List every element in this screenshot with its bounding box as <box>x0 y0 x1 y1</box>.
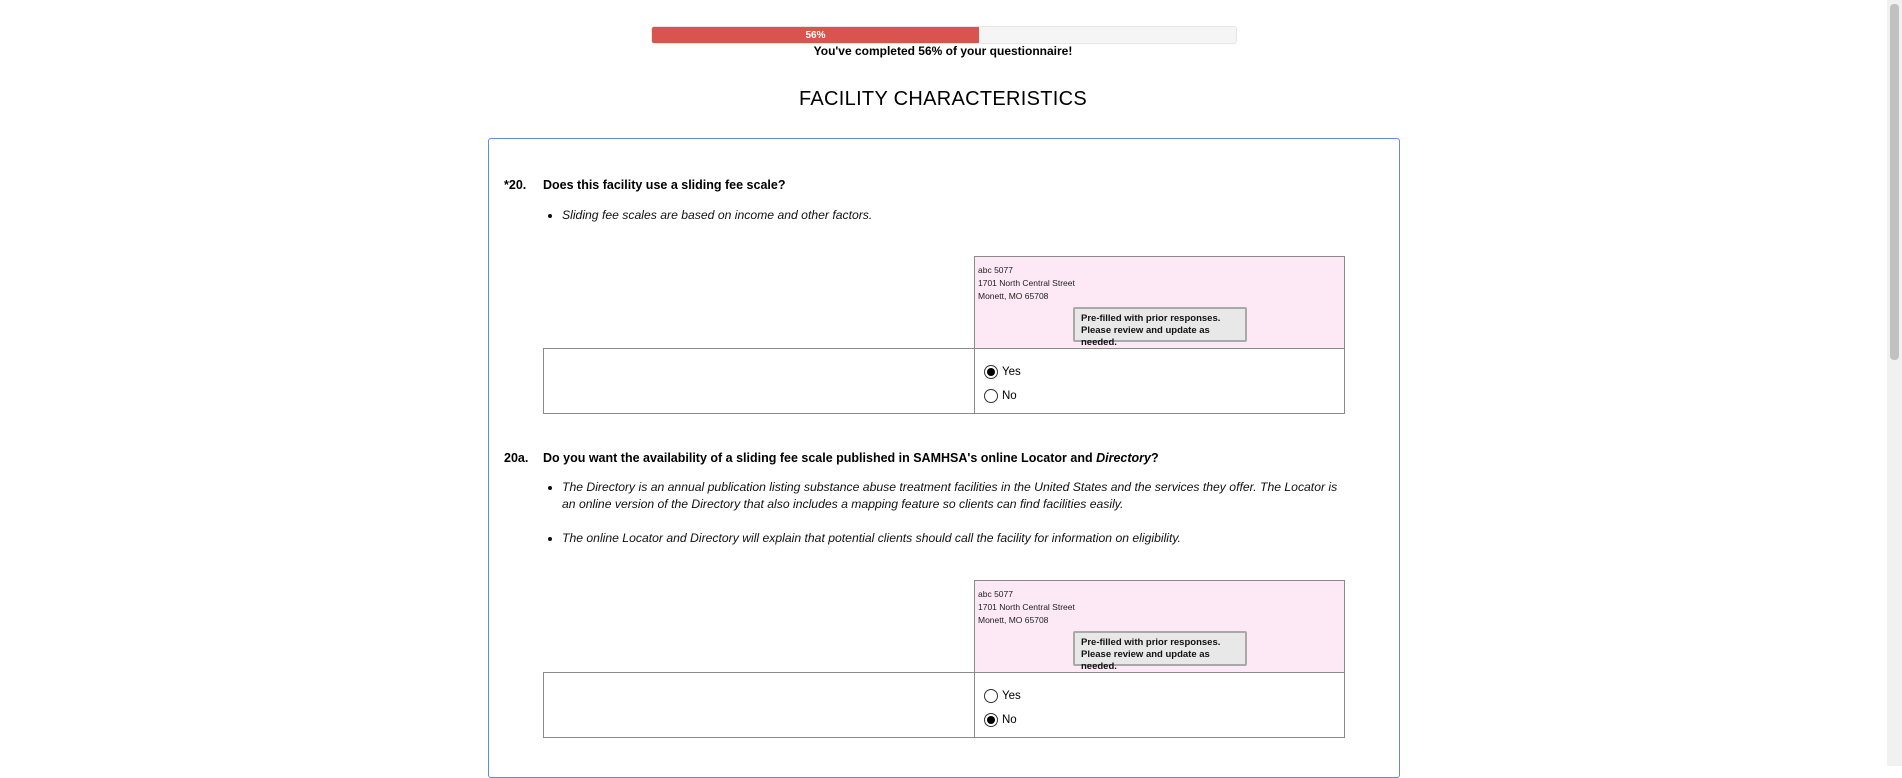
answer-row-20 <box>543 348 1345 414</box>
facility-address <box>978 588 1075 627</box>
progress-message: You've completed 56% of your questionnaire! <box>813 44 1073 58</box>
question-text: Does this facility use a sliding fee scale? <box>543 178 786 192</box>
question-number: *20. <box>504 178 527 192</box>
radio-no[interactable] <box>984 713 998 727</box>
address-line-3: Monett, MO 65708 <box>978 291 1049 301</box>
prefill-notice-line-1: Pre-filled with prior responses. <box>1081 637 1221 648</box>
address-line-2: 1701 North Central Street <box>978 602 1075 612</box>
option-label: No <box>1002 714 1017 726</box>
question-text-part: Do you want the availability of a sliding fee scale published in SAMHSA's online Locator and <box>543 451 1097 465</box>
question-20-notes <box>548 207 1352 224</box>
address-line-3: Monett, MO 65708 <box>978 615 1049 625</box>
vertical-scrollbar[interactable] <box>1887 0 1902 766</box>
option-no[interactable] <box>984 384 1344 408</box>
question-text <box>543 451 1159 465</box>
prefill-notice-line-2: Please review and update as needed. <box>1081 649 1210 672</box>
prefill-box-20 <box>974 256 1345 349</box>
option-yes[interactable] <box>984 360 1344 384</box>
radio-yes[interactable] <box>984 689 998 703</box>
answer-row-20a <box>543 672 1345 738</box>
prefill-box-20a <box>974 580 1345 673</box>
question-number: 20a. <box>504 451 529 465</box>
facility-address <box>978 264 1075 303</box>
prefill-notice <box>1073 631 1247 672</box>
address-line-1: abc 5077 <box>978 589 1013 599</box>
question-20 <box>504 178 785 192</box>
question-20a <box>504 451 1159 465</box>
option-label: No <box>1002 390 1017 402</box>
prefill-notice-line-2: Please review and update as needed. <box>1081 325 1210 348</box>
prefill-notice-line-1: Pre-filled with prior responses. <box>1081 313 1221 324</box>
note-item: • The online Locator and Directory will explain that potential clients should call the facility for information on eligibility. <box>562 530 1352 547</box>
progress-percent: 56% <box>805 29 826 41</box>
progress-fill <box>652 27 979 43</box>
radio-group-20a <box>975 673 1344 737</box>
option-yes[interactable] <box>984 684 1344 708</box>
radio-group-20 <box>975 349 1344 413</box>
prefill-notice <box>1073 307 1247 348</box>
section-title: FACILITY CHARACTERISTICS <box>799 88 1087 110</box>
option-label: Yes <box>1002 366 1021 378</box>
address-line-2: 1701 North Central Street <box>978 278 1075 288</box>
question-20a-notes <box>548 479 1352 547</box>
note-item: • The Directory is an annual publication listing substance abuse treatment facilities in the United States and the services they offer. The Locator is an online version of the Directory that also includes a mapping feature so clients can find facilities easily. <box>562 479 1352 513</box>
address-line-1: abc 5077 <box>978 265 1013 275</box>
scrollbar-thumb[interactable] <box>1890 4 1899 360</box>
option-no[interactable] <box>984 708 1344 732</box>
progress-bar <box>651 26 1237 44</box>
radio-no[interactable] <box>984 389 998 403</box>
radio-yes[interactable] <box>984 365 998 379</box>
question-text-italic: Directory <box>1096 451 1151 465</box>
note-item: • Sliding fee scales are based on income and other factors. <box>562 207 1352 224</box>
question-text-end: ? <box>1150 451 1159 465</box>
option-label: Yes <box>1002 690 1021 702</box>
